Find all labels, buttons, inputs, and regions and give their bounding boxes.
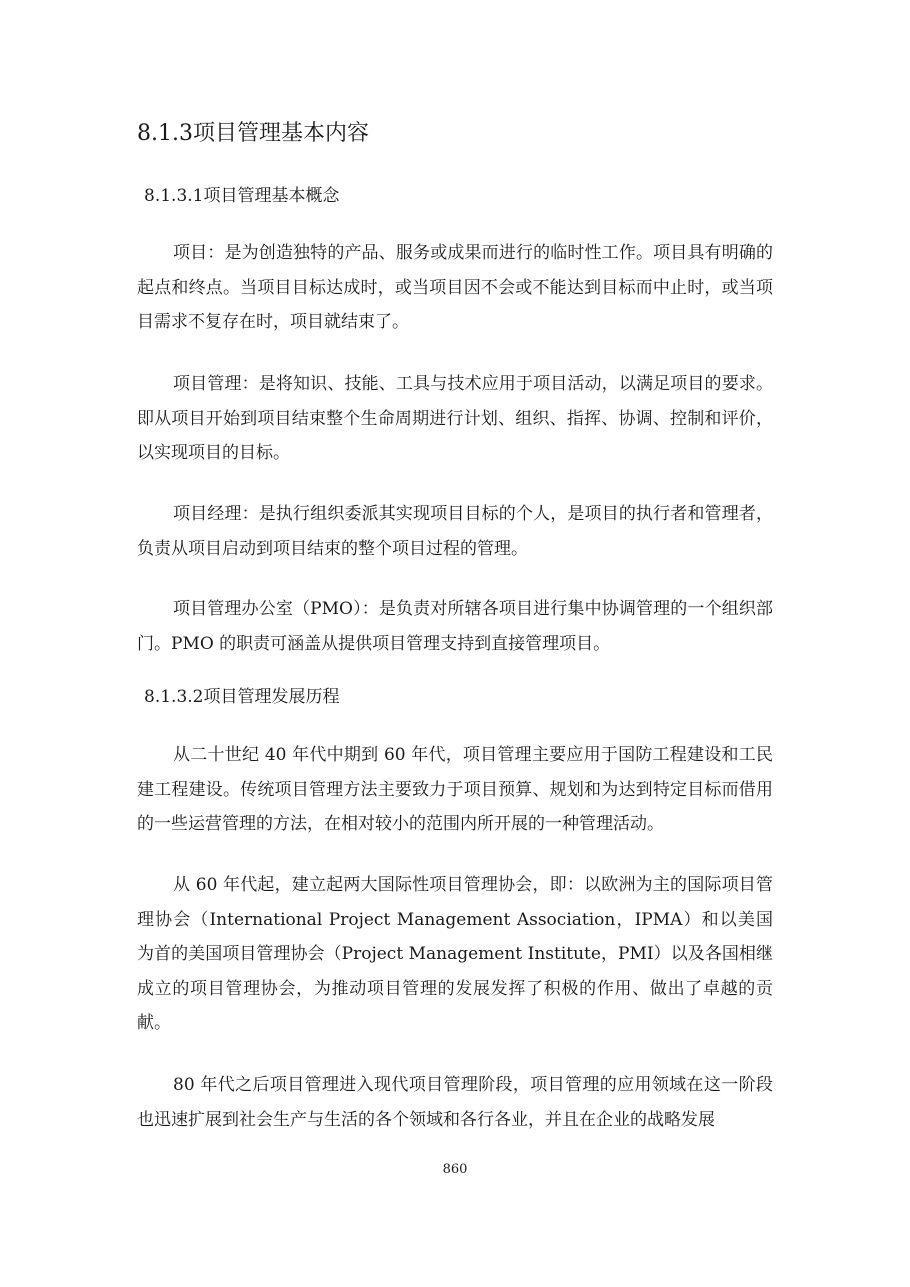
paragraph-project-definition: 项目：是为创造独特的产品、服务或成果而进行的临时性工作。项目具有明确的起点和终点。当项目目标达成时，或当项目因不会或不能达到目标而中止时，或当项目需求不复存在时，项目就结束了。	[137, 243, 773, 332]
paragraph-history-1980s: 80 年代之后项目管理进入现代项目管理阶段，项目管理的应用领域在这一阶段也迅速扩展到社会生产与生活的各个领域和各行各业，并且在企业的战略发展	[137, 1075, 773, 1130]
paragraph-pmo-definition: 项目管理办公室（PMO）：是负责对所辖各项目进行集中协调管理的一个组织部门。PMO 的职责可涵盖从提供项目管理支持到直接管理项目。	[137, 599, 773, 654]
paragraph-history-1940s: 从二十世纪 40 年代中期到 60 年代，项目管理主要应用于国防工程建设和工民建工程建设。传统项目管理方法主要致力于项目预算、规划和为达到特定目标而借用的一些运营管理的方法，在相对较小的范围内所开展的一种管理活动。	[137, 745, 773, 834]
subsection-heading-history: 8.1.3.2项目管理发展历程	[144, 687, 340, 707]
paragraph-history-1960s: 从 60 年代起，建立起两大国际性项目管理协会，即：以欧洲为主的国际项目管理协会（International Project Management Association，IPMA）和以美国为首的美国项目管理协会（Project Management Institute，PMI）以及各国相继成立的项目管理协会，为推动项目管理的发展发挥了积极的作用、做出了卓越的贡献。	[137, 875, 773, 1033]
subsection-heading-concepts: 8.1.3.1项目管理基本概念	[144, 186, 340, 206]
page-number: 860	[442, 1162, 468, 1177]
section-heading: 8.1.3项目管理基本内容	[137, 121, 369, 146]
paragraph-project-management-definition: 项目管理：是将知识、技能、工具与技术应用于项目活动，以满足项目的要求。即从项目开始到项目结束整个生命周期进行计划、组织、指挥、协调、控制和评价，以实现项目的目标。	[137, 374, 773, 463]
paragraph-project-manager-definition: 项目经理：是执行组织委派其实现项目目标的个人，是项目的执行者和管理者，负责从项目启动到项目结束的整个项目过程的管理。	[137, 504, 773, 559]
